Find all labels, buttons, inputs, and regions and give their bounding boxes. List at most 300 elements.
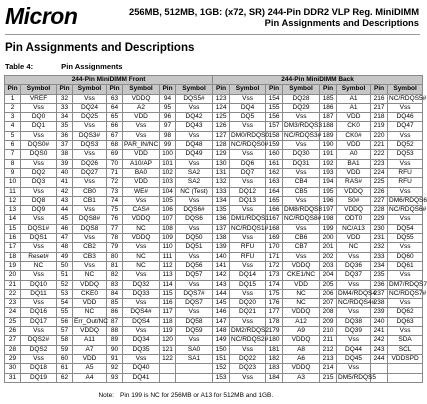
pin-number-cell: 44 [57,206,73,215]
pin-symbol-cell: Vss [388,187,423,196]
pin-number-cell: 193 [320,168,337,177]
table-row [5,364,423,373]
pin-number-cell: 140 [213,252,230,261]
column-header-row [5,85,423,94]
pin-symbol-cell: DQ48 [176,141,213,150]
pin-symbol-cell: VDDQ [123,94,160,103]
pin-number-cell: 173 [266,271,283,280]
pin-number-cell: 199 [320,224,337,233]
pin-symbol-cell: DQ37 [337,271,371,280]
pin-number-cell: 219 [371,122,388,131]
pin-number-cell: 95 [160,103,176,112]
pin-symbol-cell: Vss [21,103,57,112]
table-row [5,178,423,187]
pin-number-cell: 114 [160,280,176,289]
pin-number-cell: 133 [213,187,230,196]
pin-symbol-cell: DQ19 [21,373,57,382]
pin-symbol-cell: Vss [73,234,107,243]
pin-number-cell: 30 [5,364,21,373]
pin-number-cell: 105 [160,196,176,205]
pin-symbol-cell: DQ12 [230,187,266,196]
pin-number-cell: 77 [107,224,123,233]
pin-symbol-cell: Vss [283,141,320,150]
pin-symbol-cell: DM4/RDQS4 [338,289,376,297]
pin-number-cell: 23 [5,299,21,308]
pin-symbol-cell: SA0 [176,345,213,354]
pin-number-cell: 153 [213,373,230,382]
pin-assignment-table-wrapper [4,75,427,383]
pin-number-cell: 191 [320,150,337,159]
pin-number-cell: 209 [320,317,337,326]
pin-symbol-cell: DQ43 [176,122,213,131]
pin-symbol-cell: Vss [21,299,57,308]
pin-number-cell: 238 [371,299,388,308]
pin-symbol-cell: VDD [337,141,371,150]
pin-number-cell: 175 [266,289,283,298]
pin-number-cell: 110 [160,243,176,252]
pin-number-cell: 183 [266,364,283,373]
pin-symbol-cell: DQ35 [123,345,160,354]
pin-number-cell: 161 [266,159,283,168]
table-row [5,150,423,159]
note-text: Pin 199 is NC for 256MB or A13 for 512MB and 1GB. [120,392,274,399]
pin-number-cell: 119 [160,327,176,336]
pin-symbol-cell: Reset# [21,252,57,261]
pin-number-cell: 181 [266,345,283,354]
symbol-column-header: Symbol [388,85,423,94]
table-row [5,317,423,326]
pin-symbol-cell: DQ58 [176,317,213,326]
pin-number-cell: 211 [320,336,337,345]
pin-symbol-cell: Vss [388,271,423,280]
pin-number-cell: 148 [213,327,230,336]
pin-number-cell: 215 [320,373,337,382]
logo-text: Micron [5,3,78,29]
pin-number-cell: 13 [5,206,21,215]
pin-symbol-cell: DQ36 [337,261,371,270]
pin-number-cell: 198 [320,215,337,224]
pin-number-cell: 106 [160,206,176,215]
pin-number-cell: 84 [107,289,123,298]
pin-symbol-cell: Vss [73,261,107,270]
pin-number-cell: 221 [371,141,388,150]
pin-number-cell: 197 [320,206,337,215]
pin-symbol-cell: DQ6 [230,159,266,168]
pin-number-cell: 118 [160,317,176,326]
pin-symbol-cell: BA0 [123,168,160,177]
pin-column-header: Pin [371,85,388,94]
pin-symbol-cell: DQ45 [337,354,371,363]
pin-symbol-cell: NC/RDQS7# [389,289,427,297]
pin-symbol-cell: A0 [337,150,371,159]
pin-number-cell: 83 [107,280,123,289]
pin-column-header: Pin [107,85,123,94]
pin-symbol-cell: DQ1 [21,122,57,131]
pin-number-cell: 188 [320,122,337,131]
pin-symbol-cell: Vss [21,243,57,252]
table-row [5,187,423,196]
pin-symbol-cell: DQ38 [337,317,371,326]
pin-number-cell: 167 [266,215,283,224]
pin-symbol-cell: Vss [21,271,57,280]
symbol-column-header: Symbol [176,85,213,94]
pin-number-cell: 195 [320,187,337,196]
pin-number-cell: 206 [320,289,337,298]
pin-number-cell: 96 [160,113,176,122]
pin-number-cell: 97 [160,122,176,131]
pin-symbol-cell: NC [337,243,371,252]
pin-symbol-cell: DQ44 [337,345,371,354]
note-label: Note: [98,392,114,399]
pin-number-cell: 104 [160,187,176,196]
pin-number-cell: 151 [213,354,230,363]
pin-symbol-cell: DQ52 [388,141,423,150]
pin-symbol-cell: A1 [337,103,371,112]
pin-number-cell: 187 [320,113,337,122]
pin-number-cell: 98 [160,131,176,140]
pin-symbol-cell: Vss [337,336,371,345]
pin-symbol-cell: Vss [176,159,213,168]
micron-logo [5,5,77,28]
pin-symbol-cell: DM0/RDQS0 [231,131,269,139]
pin-number-cell: 186 [320,103,337,112]
symbol-column-header: Symbol [337,85,371,94]
pin-symbol-cell: Vss [123,122,160,131]
pin-number-cell: 244 [371,354,388,363]
pin-number-cell: 218 [371,113,388,122]
pin-number-cell: 120 [160,336,176,345]
pin-symbol-cell: VDDQ [73,327,107,336]
pin-number-cell: 67 [107,131,123,140]
pin-number-cell: 235 [371,271,388,280]
pin-symbol-cell: Vss [123,131,160,140]
pin-symbol-cell: Vss [283,196,320,205]
pin-symbol-cell: Vss [21,159,57,168]
pin-column-header: Pin [5,85,21,94]
pin-symbol-cell: CB5 [283,187,320,196]
table-row [5,354,423,363]
pin-number-cell: 6 [5,141,21,150]
pin-symbol-cell: Vss [388,159,423,168]
pin-symbol-cell: NC/RDQS1# [231,224,269,232]
pin-number-cell: 128 [213,141,230,150]
document-title-line2: Pin Assignments and Descriptions [264,17,419,28]
pin-number-cell: 19 [5,261,21,270]
pin-number-cell: 149 [213,336,230,345]
pin-number-cell [160,373,176,382]
pin-number-cell: 190 [320,141,337,150]
pin-symbol-cell: DQS4 [123,317,160,326]
pin-symbol-cell: DQ22 [230,354,266,363]
back-side-header: 244-Pin MiniDIMM Back [213,76,423,85]
pin-number-cell: 85 [107,299,123,308]
pin-symbol-cell: Vss [176,252,213,261]
pin-symbol-cell: DQ2 [21,168,57,177]
pin-symbol-cell: NC [123,252,160,261]
pin-number-cell: 160 [266,150,283,159]
pin-symbol-cell: NC [123,261,160,270]
pin-number-cell: 70 [107,159,123,168]
pin-symbol-cell: Vss [123,354,160,363]
pin-symbol-cell: DQ39 [337,327,371,336]
pin-symbol-cell: DQ62 [388,308,423,317]
pin-symbol-cell: DQ0 [21,113,57,122]
pin-number-cell: 232 [371,243,388,252]
pin-symbol-cell: DQS0 [21,150,57,159]
table-row [5,113,423,122]
pin-number-cell: 239 [371,308,388,317]
pin-number-cell: 69 [107,150,123,159]
table-caption-label: Table 4: [5,62,34,71]
pin-symbol-cell: VDDQ [283,308,320,317]
pin-number-cell: 207 [320,299,337,308]
pin-symbol-cell: DQ5 [230,113,266,122]
pin-symbol-cell: Vss [73,150,107,159]
pin-symbol-cell: VDDQ [123,215,160,224]
pin-number-cell: 180 [266,336,283,345]
pin-number-cell: 156 [266,113,283,122]
pin-column-header: Pin [57,85,73,94]
pin-number-cell: 229 [371,215,388,224]
pin-number-cell: 113 [160,271,176,280]
pin-number-cell: 169 [266,234,283,243]
pin-number-cell: 76 [107,215,123,224]
pin-number-cell: 35 [57,122,73,131]
pin-number-cell: 55 [57,308,73,317]
pin-number-cell: 73 [107,187,123,196]
pin-symbol-cell: DM8/RDQS8 [284,206,322,214]
pin-symbol-cell: DQ51 [176,243,213,252]
pin-number-cell: 216 [371,94,388,103]
pin-symbol-cell: VDD [337,113,371,122]
pin-symbol-cell: Vss [230,150,266,159]
pin-symbol-cell: DQ32 [123,280,160,289]
pin-number-cell: 14 [5,215,21,224]
header-divider [5,34,420,35]
pin-number-cell: 92 [107,364,123,373]
pin-number-cell: 4 [5,122,21,131]
table-row [5,373,423,382]
pin-number-cell: 192 [320,159,337,168]
pin-number-cell: 56 [57,317,73,326]
pin-symbol-cell: RFU [230,243,266,252]
pin-number-cell: 112 [160,261,176,270]
pin-symbol-cell: Vss [73,122,107,131]
pin-symbol-cell: DQ28 [283,94,320,103]
symbol-column-header: Symbol [230,85,266,94]
pin-symbol-cell: A8 [283,345,320,354]
pin-number-cell: 202 [320,252,337,261]
pin-symbol-cell: A11 [73,336,107,345]
pin-number-cell: 28 [5,345,21,354]
pin-symbol-cell: DQS1 [21,234,57,243]
pin-symbol-cell: VDDQ [283,261,320,270]
pin-number-cell: 126 [213,122,230,131]
symbol-column-header: Symbol [73,85,107,94]
pin-number-cell: 231 [371,234,388,243]
pin-number-cell: 46 [57,224,73,233]
pin-number-cell: 57 [57,327,73,336]
front-side-header: 244-Pin MiniDIMM Front [5,76,213,85]
pin-number-cell: 123 [213,94,230,103]
pin-number-cell: 68 [107,141,123,150]
pin-symbol-cell: DQ27 [73,168,107,177]
pin-symbol-cell: DQ63 [388,317,423,326]
pin-symbol-cell: DM5/RDQS5 [338,373,376,381]
pin-number-cell: 157 [266,122,283,131]
pin-symbol-cell: DQS2 [21,345,57,354]
pin-symbol-cell [388,373,423,382]
pin-number-cell: 108 [160,224,176,233]
pin-number-cell: 203 [320,261,337,270]
pin-symbol-cell: DQ20 [230,299,266,308]
pin-symbol-cell: SDA [388,336,423,345]
pin-symbol-cell: DQ56 [176,261,213,270]
pin-symbol-cell: NC/RDQS3# [284,131,322,139]
pin-symbol-cell: Vss [73,94,107,103]
table-note [4,392,273,399]
table-row [5,215,423,224]
pin-number-cell: 227 [371,196,388,205]
pin-symbol-cell: DQ57 [176,271,213,280]
pin-number-cell: 39 [57,159,73,168]
pin-symbol-cell: VDDQ [283,336,320,345]
pin-number-cell: 162 [266,168,283,177]
pin-number-cell: 1 [5,94,21,103]
symbol-column-header: Symbol [283,85,320,94]
pin-number-cell: 141 [213,261,230,270]
table-row [5,94,423,103]
pin-symbol-cell: Vss [21,215,57,224]
pin-number-cell [160,364,176,373]
pin-number-cell: 11 [5,187,21,196]
pin-symbol-cell: Vss [230,373,266,382]
pin-number-cell: 49 [57,252,73,261]
pin-number-cell: 40 [57,168,73,177]
pin-symbol-cell: NC [73,308,107,317]
pin-symbol-cell: Vss [123,327,160,336]
pin-symbol-cell: S0# [337,196,371,205]
pin-symbol-cell: Vss [176,196,213,205]
pin-number-cell: 33 [57,103,73,112]
pin-number-cell: 124 [213,103,230,112]
section-title: Pin Assignments and Descriptions [5,42,195,54]
pin-symbol-cell: Vss [230,261,266,270]
pin-number-cell: 170 [266,243,283,252]
pin-symbol-cell: DM7/RDQS7 [389,280,427,288]
pin-number-cell: 3 [5,113,21,122]
pin-symbol-cell: Vss [230,94,266,103]
pin-symbol-cell: NC/RDQS2# [231,336,269,344]
pin-number-cell: 93 [107,373,123,382]
pin-number-cell: 51 [57,271,73,280]
pin-symbol-cell: VREF [21,94,57,103]
pin-symbol-cell: NC/RDQS5# [389,94,427,102]
pin-number-cell: 146 [213,308,230,317]
pin-symbol-cell: SA2 [176,178,213,187]
pin-number-cell: 109 [160,234,176,243]
pin-symbol-cell: WE# [123,187,160,196]
pin-number-cell: 45 [57,215,73,224]
pin-number-cell: 210 [320,327,337,336]
pin-number-cell: 214 [320,364,337,373]
pin-number-cell: 111 [160,252,176,261]
pin-number-cell: 107 [160,215,176,224]
pin-number-cell: 80 [107,252,123,261]
table-row [5,308,423,317]
pin-symbol-cell: Vss [230,206,266,215]
pin-number-cell: 226 [371,187,388,196]
pin-symbol-cell: Vss [230,345,266,354]
pin-symbol-cell: Vss [123,299,160,308]
pin-number-cell: 143 [213,280,230,289]
pin-number-cell: 66 [107,122,123,131]
pin-symbol-cell: Vss [388,299,423,308]
pin-number-cell: 194 [320,178,337,187]
pin-symbol-cell: Err_Out/NC [74,317,108,325]
table-caption [5,62,122,71]
pin-number-cell: 217 [371,103,388,112]
pin-number-cell: 196 [320,196,337,205]
table-row [5,327,423,336]
pin-symbol-cell: DQS2# [21,336,57,345]
pin-symbol-cell: Vss [230,234,266,243]
pin-number-cell: 41 [57,178,73,187]
pin-symbol-cell: NC (Test) [176,187,213,196]
pin-symbol-cell: DQ23 [230,364,266,373]
pin-symbol-cell: A10/AP [123,159,160,168]
pin-number-cell: 213 [320,354,337,363]
table-row [5,261,423,270]
pin-symbol-cell: DQ25 [73,113,107,122]
pin-symbol-cell: DQ40 [123,364,160,373]
pin-number-cell: 179 [266,327,283,336]
pin-number-cell: 9 [5,168,21,177]
pin-number-cell: 47 [57,234,73,243]
pin-number-cell: 2 [5,103,21,112]
pin-symbol-cell: VDDQ [337,187,371,196]
pin-symbol-cell: A5 [73,364,107,373]
pin-number-cell: 64 [107,103,123,112]
pin-number-cell: 130 [213,159,230,168]
pin-symbol-cell: DQ26 [73,159,107,168]
pin-number-cell: 22 [5,289,21,298]
table-row [5,299,423,308]
pin-number-cell: 185 [320,94,337,103]
pin-symbol-cell: CB1 [73,196,107,205]
pin-symbol-cell: A12 [283,317,320,326]
pin-symbol-cell: CAS# [123,206,160,215]
pin-symbol-cell: DQ17 [21,317,57,326]
pin-number-cell: 86 [107,308,123,317]
pin-symbol-cell: Vss [388,327,423,336]
pin-number-cell: 117 [160,308,176,317]
pin-symbol-cell: DQ21 [230,308,266,317]
pin-number-cell: 204 [320,271,337,280]
pin-number-cell: 176 [266,299,283,308]
pin-number-cell: 74 [107,196,123,205]
pin-number-cell: 78 [107,234,123,243]
pin-symbol-cell: DQ55 [388,234,423,243]
table-row [5,159,423,168]
table-row [5,141,423,150]
pin-symbol-cell: DQS4# [123,308,160,317]
pin-symbol-cell: Vss [176,224,213,233]
pin-number-cell: 159 [266,141,283,150]
pin-symbol-cell: Vss [176,308,213,317]
pin-symbol-cell: Vss [176,103,213,112]
pin-number-cell: 201 [320,243,337,252]
